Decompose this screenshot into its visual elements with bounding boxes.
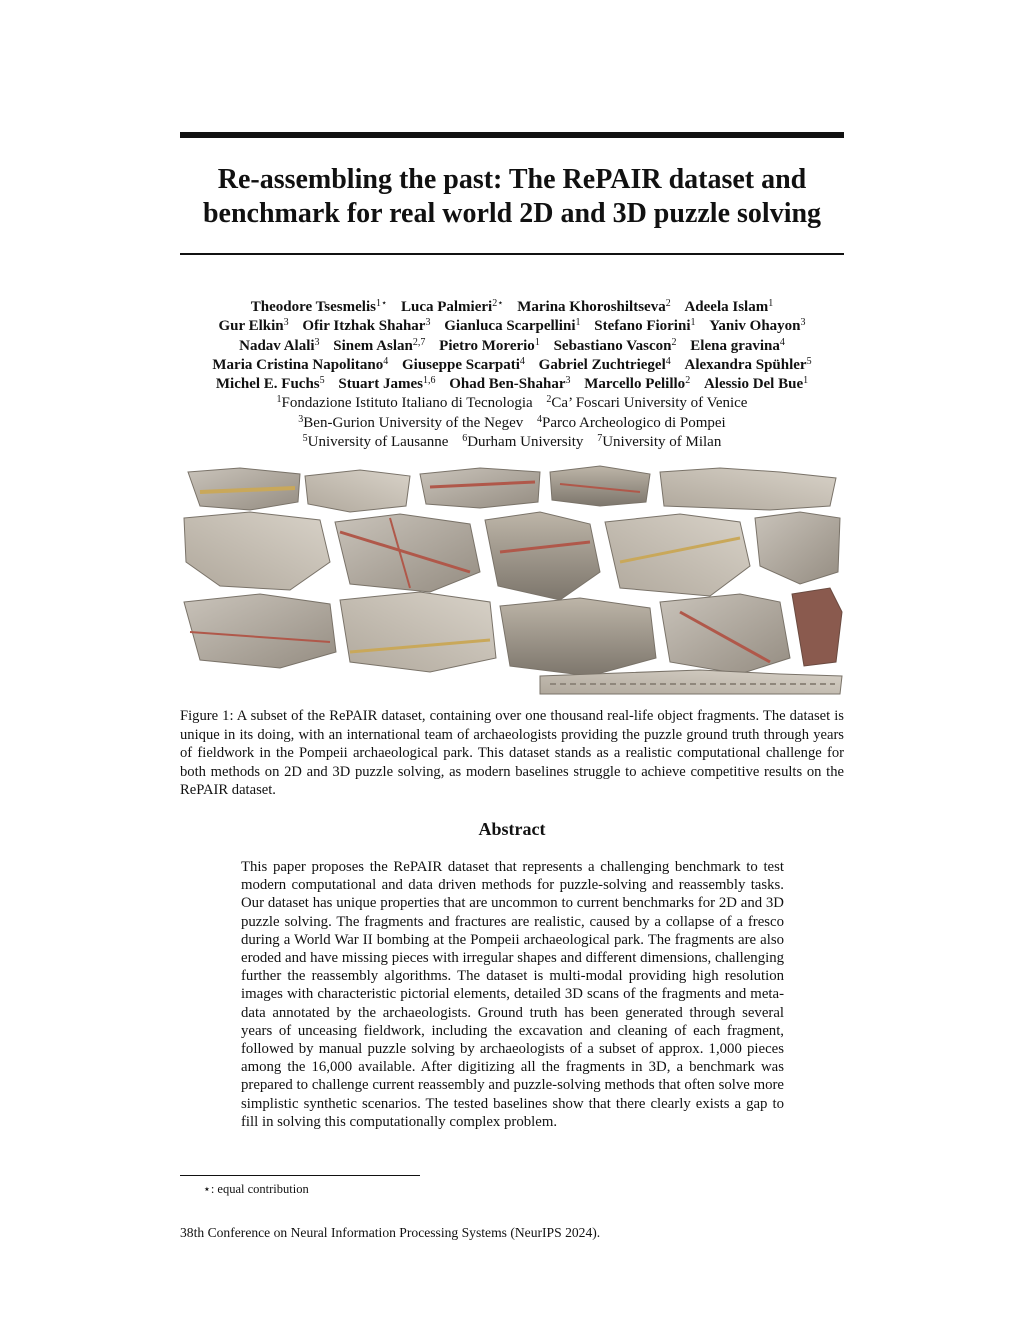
paper-title [180, 163, 844, 231]
affiliation: Ben-Gurion University of the Negev [303, 414, 524, 431]
abstract-text: This paper proposes the RePAIR dataset that represents a challenging benchmark to test modern computational and data driven methods for puzzle-solving and reassembly tasks. Our dataset has unique properties that are uncommon to current benchmarks for 2D and 3D puzzle solving. The fragments and fractures are realistic, caused by a collapse of a fresco during a World War II bombing at the Pompeii archaeological park. The fragments are also eroded and have missing pieces with irregular shapes and different dimensions, challenging further the reassembly algorithms. The dataset is multi-modal providing high resolution images with characteristic pictorial elements, detailed 3D scans of the fragments and meta-data annotated by the archaeologists. Ground truth has been generated through several years of unceasing fieldwork, including the excavation and cleaning of each fragment, followed by manual puzzle solving by archaeologists of a subset of approx. 1,000 pieces among the 16,000 available. After digitizing all the fragments in 3D, a benchmark was prepared to challenge current reassembly and puzzle-solving methods that often solve more simplistic synthetic scenarios. The tested baselines show that there clearly exists a gap to fill in solving this computationally complex problem. [241, 859, 784, 1130]
affiliation: Fondazione Istituto Italiano di Tecnologia [281, 395, 533, 412]
author-affil: 4 [779, 336, 785, 348]
figure-caption: Figure 1: A subset of the RePAIR dataset, containing over one thousand real-life object fragments. The dataset is unique in its doing, with an international team of archaeologists providing the puzzle ground truth through years of fieldwork in the Pompeii archaeological park. This dataset stands as a realistic computational challenge for both methods on 2D and 3D puzzle solving, as modern baselines struggle to achieve competitive results on the RePAIR dataset. [180, 708, 844, 799]
author-line-3 [160, 337, 864, 356]
author-affil: 3 [800, 317, 806, 329]
affil-number: 1 [276, 394, 282, 406]
author-name: Adeela Islam [684, 299, 769, 315]
author-name: Stefano Fiorini [594, 318, 691, 335]
author-affil: 3 [314, 336, 320, 348]
figure-fresco-fragments [180, 462, 844, 698]
author-affil: 3 [283, 317, 289, 329]
affiliation: University of Milan [602, 434, 722, 451]
author-name: Ofir Itzhak Shahar [302, 318, 426, 335]
author-line-2 [160, 317, 864, 336]
affiliation-line-2 [160, 414, 864, 433]
fragment-group-middle-row [184, 512, 840, 600]
author-affil: 1⋆ [375, 298, 388, 309]
title-line-1: Re-assembling the past: The RePAIR dataset and [217, 164, 807, 195]
author-name: Gur Elkin [218, 318, 284, 335]
author-affil: 4 [665, 355, 671, 367]
author-affil: 2 [685, 375, 691, 387]
author-name: Gianluca Scarpellini [444, 318, 576, 335]
author-name: Alessio Del Bue [703, 376, 804, 393]
author-name: Nadav Alali [239, 337, 315, 354]
affiliation-line-1 [160, 394, 864, 413]
author-name: Maria Cristina Napolitano [212, 356, 384, 373]
author-name: Marcello Pelillo [584, 376, 686, 393]
author-affil: 2 [665, 298, 671, 309]
title-top-rule [180, 132, 844, 138]
author-affil: 1 [575, 317, 581, 329]
author-affil: 2⋆ [492, 298, 504, 309]
fragment-group-bottom-row [184, 588, 842, 694]
fragment-group-top-row [188, 466, 836, 512]
author-name: Sinem Aslan [333, 337, 413, 354]
author-line-5 [160, 375, 864, 394]
author-affil: 1 [768, 298, 774, 309]
author-name: Sebastiano Vascon [553, 337, 672, 354]
author-affil: 3 [565, 375, 571, 387]
author-name: Luca Palmieri [400, 299, 493, 315]
affil-number: 4 [536, 413, 542, 425]
title-bottom-rule [180, 253, 844, 255]
author-name: Giuseppe Scarpati [401, 356, 520, 373]
affil-number: 3 [298, 413, 304, 425]
author-block [160, 298, 864, 452]
footnote: ⋆: equal contribution [203, 1182, 309, 1196]
title-line-2: benchmark for real world 2D and 3D puzzle solving [202, 198, 822, 229]
affiliation: Ca’ Foscari University of Venice [551, 395, 748, 412]
author-affil: 4 [383, 355, 389, 367]
affil-number: 7 [597, 433, 603, 445]
author-name: Stuart James [338, 376, 423, 393]
author-affil: 2 [671, 336, 677, 348]
affiliation: Parco Archeologico di Pompei [541, 414, 726, 431]
author-name: Elena gravina [690, 337, 780, 354]
author-name: Gabriel Zuchtriegel [538, 356, 666, 373]
affiliation: University of Lausanne [307, 434, 449, 451]
author-name: Ohad Ben-Shahar [449, 376, 566, 393]
footnote-rule [180, 1175, 420, 1176]
author-affil: 1 [803, 375, 809, 387]
author-affil: 1 [690, 317, 696, 329]
author-name: Alexandra Spühler [684, 356, 807, 373]
author-affil: 2,7 [412, 336, 426, 348]
author-line-4 [160, 356, 864, 375]
author-affil: 1,6 [422, 375, 436, 387]
author-name: Yaniv Ohayon [709, 318, 801, 335]
author-name: Pietro Morerio [439, 337, 535, 354]
author-line-1 [160, 298, 864, 317]
author-affil: 1 [534, 336, 540, 348]
abstract-heading: Abstract [478, 819, 546, 839]
affiliation-line-3 [160, 433, 864, 452]
author-affil: 3 [425, 317, 431, 329]
author-name: Michel E. Fuchs [215, 376, 320, 393]
author-name: Marina Khoroshiltseva [517, 299, 666, 315]
venue-line: 38th Conference on Neural Information Processing Systems (NeurIPS 2024). [180, 1225, 601, 1240]
author-affil: 5 [806, 355, 812, 367]
author-name: Theodore Tsesmelis [250, 299, 376, 315]
author-affil: 5 [319, 375, 325, 387]
affil-number: 5 [302, 433, 308, 445]
affiliation: Durham University [467, 434, 584, 451]
affil-number: 6 [462, 433, 468, 445]
fragments-image [180, 462, 844, 698]
author-affil: 4 [519, 355, 525, 367]
affil-number: 2 [546, 394, 552, 406]
